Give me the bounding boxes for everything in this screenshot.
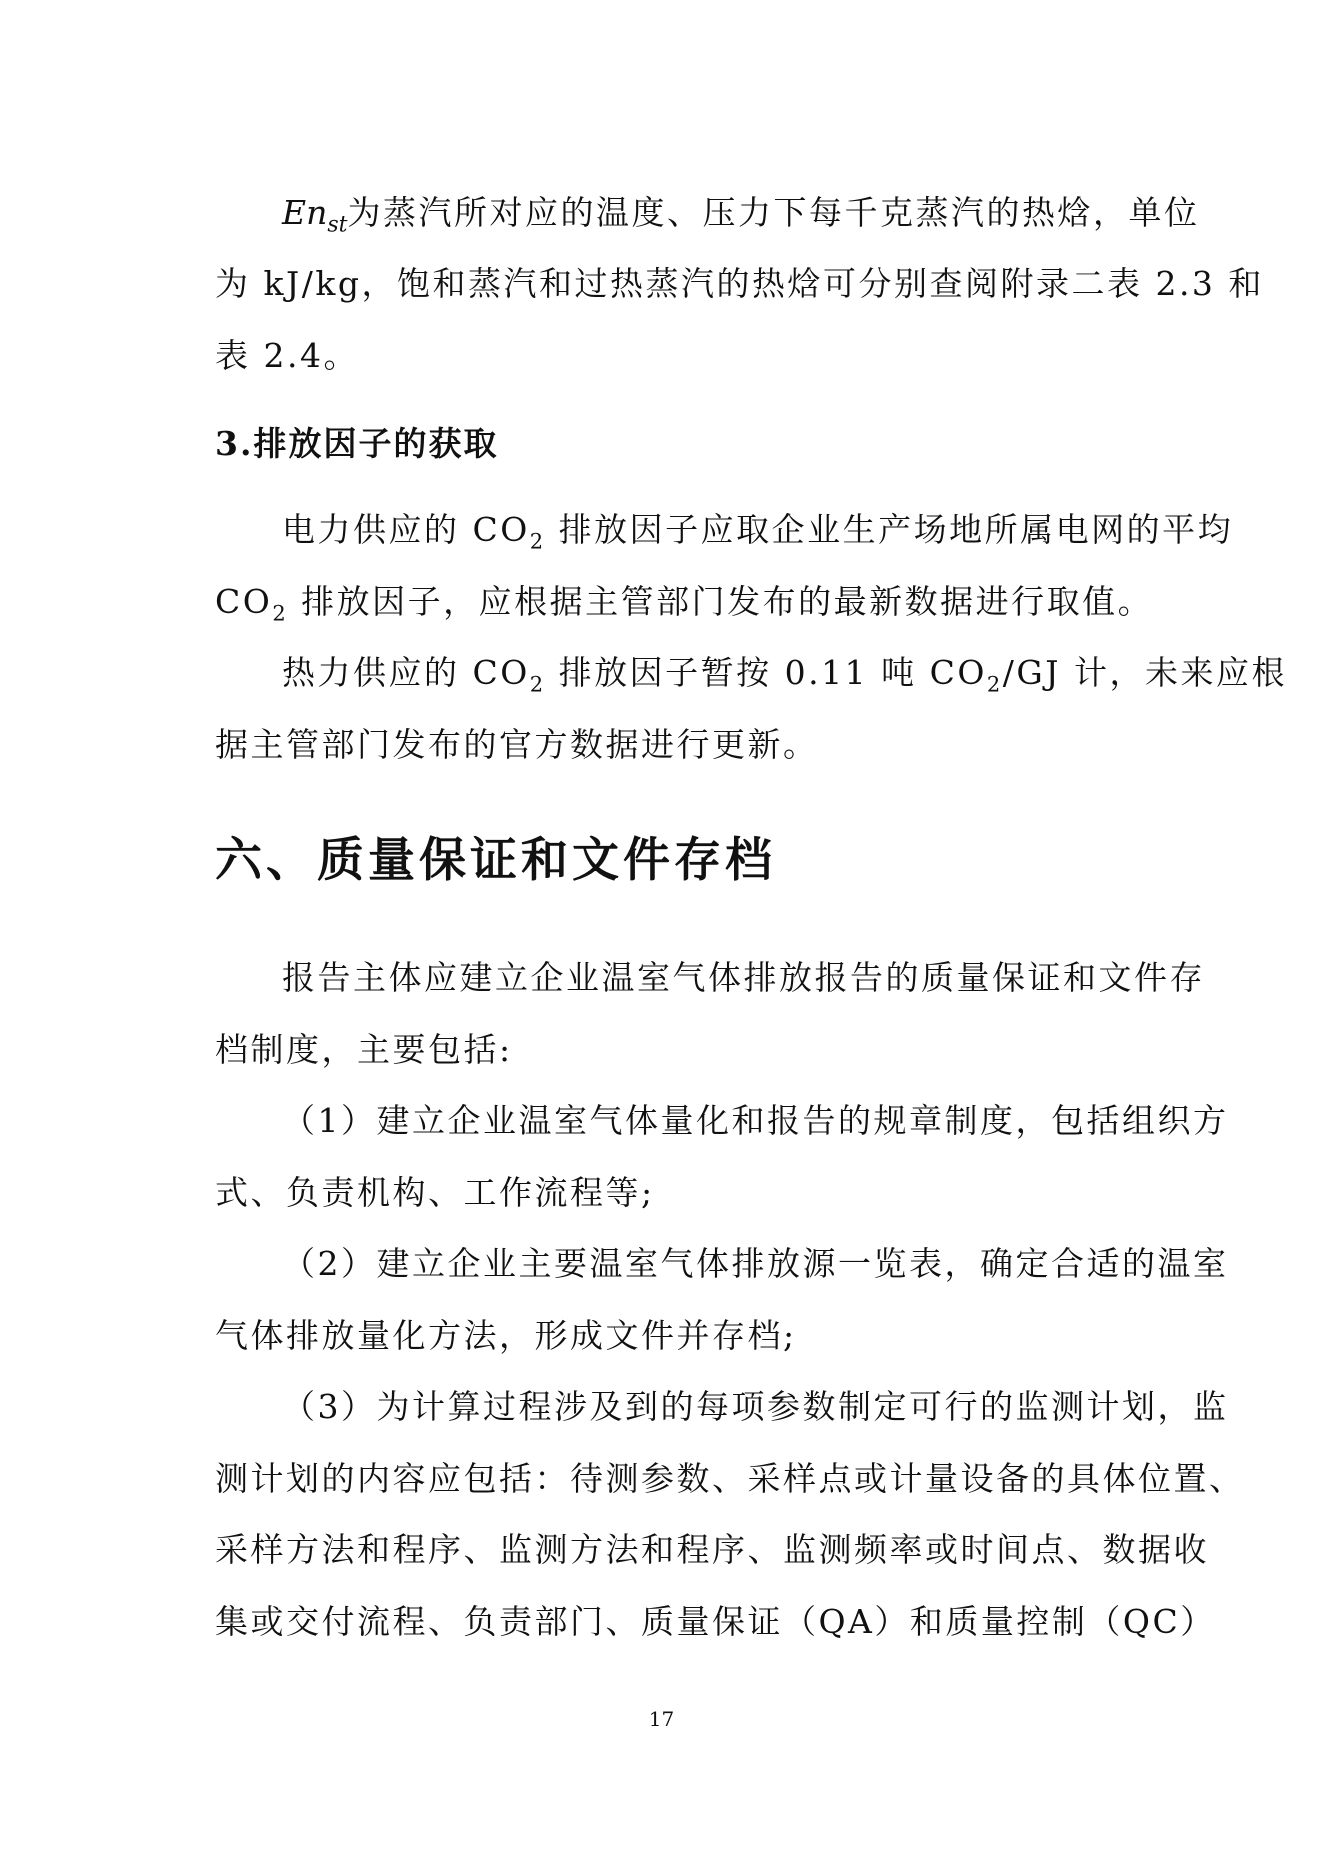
item-1-line-1: （1）建立企业温室气体量化和报告的规章制度，包括组织方 [282,1101,1229,1140]
ens-symbol: $En_{st}$ [282,193,348,238]
section-6-heading: 六、质量保证和文件存档 [215,833,776,888]
section-3-heading: 3.排放因子的获取 [215,424,499,463]
item-3-line-4: 集或交付流程、负责部门、质量保证（QA）和质量控制（QC） [215,1602,1216,1641]
intro-paragraph-line-2: 档制度，主要包括: [215,1030,513,1069]
ens-paragraph-line-1: $En_{st}$为蒸汽所对应的温度、压力下每千克蒸汽的热焓，单位 [282,193,1200,238]
item-3-line-1: （3）为计算过程涉及到的每项参数制定可行的监测计划，监 [282,1387,1229,1426]
ens-paragraph-line-2: 为 kJ/kg，饱和蒸汽和过热蒸汽的热焓可分别查阅附录二表 2.3 和 [215,264,1264,303]
intro-paragraph-line-1: 报告主体应建立企业温室气体排放报告的质量保证和文件存 [282,958,1205,997]
page-number: 17 [648,1707,675,1731]
electric-paragraph-line-2: $CO_2$ 排放因子，应根据主管部门发布的最新数据进行取值。 [215,582,1154,626]
heat-paragraph-line-1: 热力供应的 $CO_2$ 排放因子暂按 0.11 吨 $CO_2/GJ$ 计，未来应根 [282,653,1287,697]
item-3-line-2: 测计划的内容应包括：待测参数、采样点或计量设备的具体位置、 [215,1459,1245,1498]
item-3-line-3: 采样方法和程序、监测方法和程序、监测频率或时间点、数据收 [215,1530,1209,1569]
item-2-line-2: 气体排放量化方法，形成文件并存档; [215,1316,797,1355]
item-1-line-2: 式、负责机构、工作流程等; [215,1173,655,1212]
heat-paragraph-line-2: 据主管部门发布的官方数据进行更新。 [215,725,819,764]
ens-paragraph-line-3: 表 2.4。 [215,336,359,375]
electric-paragraph-line-1: 电力供应的 $CO_2$ 排放因子应取企业生产场地所属电网的平均 [282,510,1234,554]
item-2-line-1: （2）建立企业主要温室气体排放源一览表，确定合适的温室 [282,1244,1229,1283]
